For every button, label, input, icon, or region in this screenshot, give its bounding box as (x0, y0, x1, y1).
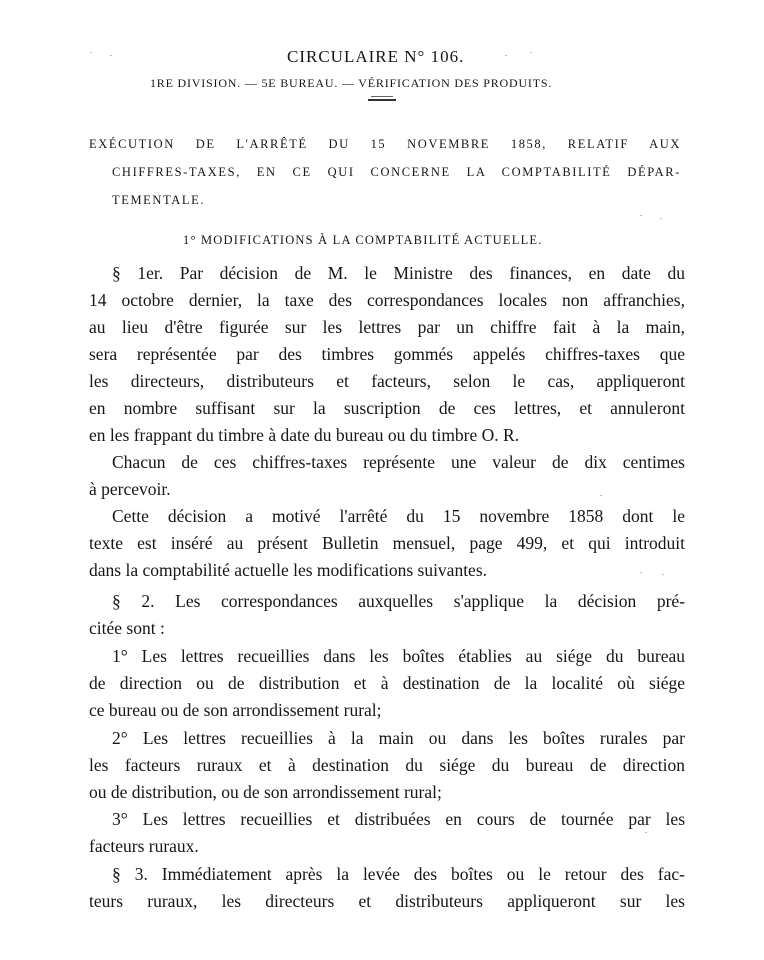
body-line-16: de direction ou de distribution et à destination de la localité où siége (89, 673, 685, 693)
body-line-24: teurs ruraux, les directeurs et distributeurs appliqueront sur les (89, 891, 685, 911)
body-line-20: ou de distribution, ou de son arrondissement rural; (89, 782, 442, 802)
title-line-2: CHIFFRES-TAXES, EN CE QUI CONCERNE LA COMPTABILITÉ DÉPAR- (112, 165, 681, 179)
body-line-1: § 1er. Par décision de M. le Ministre des finances, en date du (112, 263, 685, 283)
scan-speck (660, 218, 662, 219)
body-line-23: § 3. Immédiatement après la levée des boîtes ou le retour des fac- (112, 864, 685, 884)
scan-speck (640, 572, 642, 573)
section-heading: 1° MODIFICATIONS À LA COMPTABILITÉ ACTUELLE. (183, 233, 543, 247)
scan-speck (530, 52, 532, 53)
scan-speck (640, 215, 642, 216)
scan-speck (662, 574, 664, 575)
title-line-1: EXÉCUTION DE L'ARRÊTÉ DU 15 NOVEMBRE 1858, RELATIF AUX (89, 137, 681, 151)
scan-speck (600, 495, 602, 496)
body-line-2: 14 octobre dernier, la taxe des correspondances locales non affranchies, (89, 290, 685, 310)
body-line-4: sera représentée par des timbres gommés appelés chiffres-taxes que (89, 344, 685, 364)
body-line-18: 2° Les lettres recueillies à la main ou dans les boîtes rurales par (112, 728, 685, 748)
body-line-12: dans la comptabilité actuelle les modifications suivantes. (89, 560, 488, 580)
scan-speck (90, 52, 92, 53)
body-line-19: les facteurs ruraux et à destination du siége du bureau de direction (89, 755, 685, 775)
divider-rule-thick (368, 99, 396, 101)
body-line-7: en les frappant du timbre à date du bureau ou du timbre O. R. (89, 425, 520, 445)
circulaire-number: CIRCULAIRE N° 106. (287, 47, 465, 66)
body-line-14: citée sont : (89, 618, 165, 638)
body-line-13: § 2. Les correspondances auxquelles s'applique la décision pré- (112, 591, 685, 611)
scan-speck (110, 55, 112, 56)
body-line-9: à percevoir. (89, 479, 171, 499)
scan-speck (645, 832, 647, 833)
division-subheading: 1RE DIVISION. — 5E BUREAU. — VÉRIFICATION DES PRODUITS. (150, 76, 553, 90)
body-line-5: les directeurs, distributeurs et facteurs, selon le cas, appliqueront (89, 371, 685, 391)
body-line-17: ce bureau ou de son arrondissement rural; (89, 700, 382, 720)
body-line-15: 1° Les lettres recueillies dans les boîtes établies au siége du bureau (112, 646, 685, 666)
body-line-22: facteurs ruraux. (89, 836, 199, 856)
body-line-11: texte est inséré au présent Bulletin mensuel, page 499, et qui introduit (89, 533, 685, 553)
body-line-3: au lieu d'être figurée sur les lettres par un chiffre fait à la main, (89, 317, 685, 337)
body-line-6: en nombre suffisant sur la suscription de ces lettres, et annuleront (89, 398, 685, 418)
body-line-21: 3° Les lettres recueillies et distribuées en cours de tournée par les (112, 809, 685, 829)
title-line-3: TEMENTALE. (112, 193, 206, 207)
body-line-10: Cette décision a motivé l'arrêté du 15 novembre 1858 dont le (112, 506, 685, 526)
scan-speck (505, 55, 507, 56)
body-line-8: Chacun de ces chiffres-taxes représente une valeur de dix centimes (112, 452, 685, 472)
divider-rule (371, 96, 393, 97)
